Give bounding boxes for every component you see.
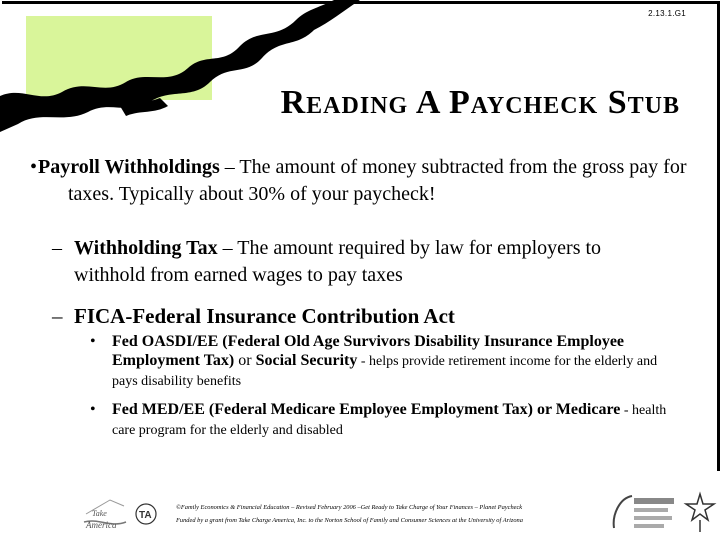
- footer-credits: [176, 501, 606, 527]
- footer-funding: Funded by a grant from Take Charge America, Inc. to the Norton School of Family and Consumer Sciences at the University of Arizona: [176, 517, 523, 524]
- term-fica: FICA-Federal Insurance Contribution Act: [74, 304, 455, 328]
- bullet-payroll-withholdings: [30, 154, 690, 208]
- dash-marker: –: [52, 237, 62, 259]
- svg-text:Take: Take: [92, 509, 107, 518]
- bullet-fica: [52, 303, 674, 330]
- slide-number: 2.13.1.G1: [648, 9, 686, 18]
- bullet-fed-oasdi: [90, 332, 672, 391]
- term-fed-oasdi: Fed OASDI/EE (Federal Old Age Survivors Disability Insurance Employee Employment Tax): [112, 333, 625, 369]
- definition-payroll-withholdings: – The amount of money subtracted from the gross pay for taxes. Typically about 30% of your paycheck!: [68, 156, 687, 205]
- bullet-withholding-tax: [52, 235, 674, 289]
- fcs-consumer-sciences-logo: [606, 488, 718, 536]
- term-fed-medicare: Fed MED/EE (Federal Medicare Employee Employment Tax) or Medicare: [112, 401, 621, 418]
- bullet-marker: •: [30, 156, 38, 178]
- term-withholding-tax: Withholding Tax: [74, 237, 218, 259]
- slide-title: Reading A Paycheck Stub: [280, 84, 680, 121]
- dash-marker: –: [52, 304, 63, 328]
- svg-text:TA: TA: [139, 510, 152, 521]
- footer-copyright: ©Family Economics & Financial Education – Revised February 2006 –Get Ready to Take Charge of Your Finances – Planet Paycheck: [176, 504, 523, 511]
- bullet-marker: •: [90, 333, 96, 350]
- bullet-marker: •: [90, 401, 96, 418]
- bullet-fed-medicare: [90, 400, 672, 440]
- definition-withholding-tax: – The amount required by law for employers to withhold from earned wages to pay taxes: [74, 237, 602, 286]
- term-social-security: Social Security: [255, 352, 358, 369]
- svg-text:America: America: [86, 520, 117, 530]
- take-charge-america-logo: [80, 492, 160, 532]
- definition-medicare: - health care program for the elderly and disabled: [112, 403, 667, 438]
- definition-social-security: - helps provide retirement income for the elderly and pays disability benefits: [112, 354, 658, 389]
- term-payroll-withholdings: Payroll Withholdings: [38, 156, 220, 178]
- connector-or: or: [234, 352, 256, 369]
